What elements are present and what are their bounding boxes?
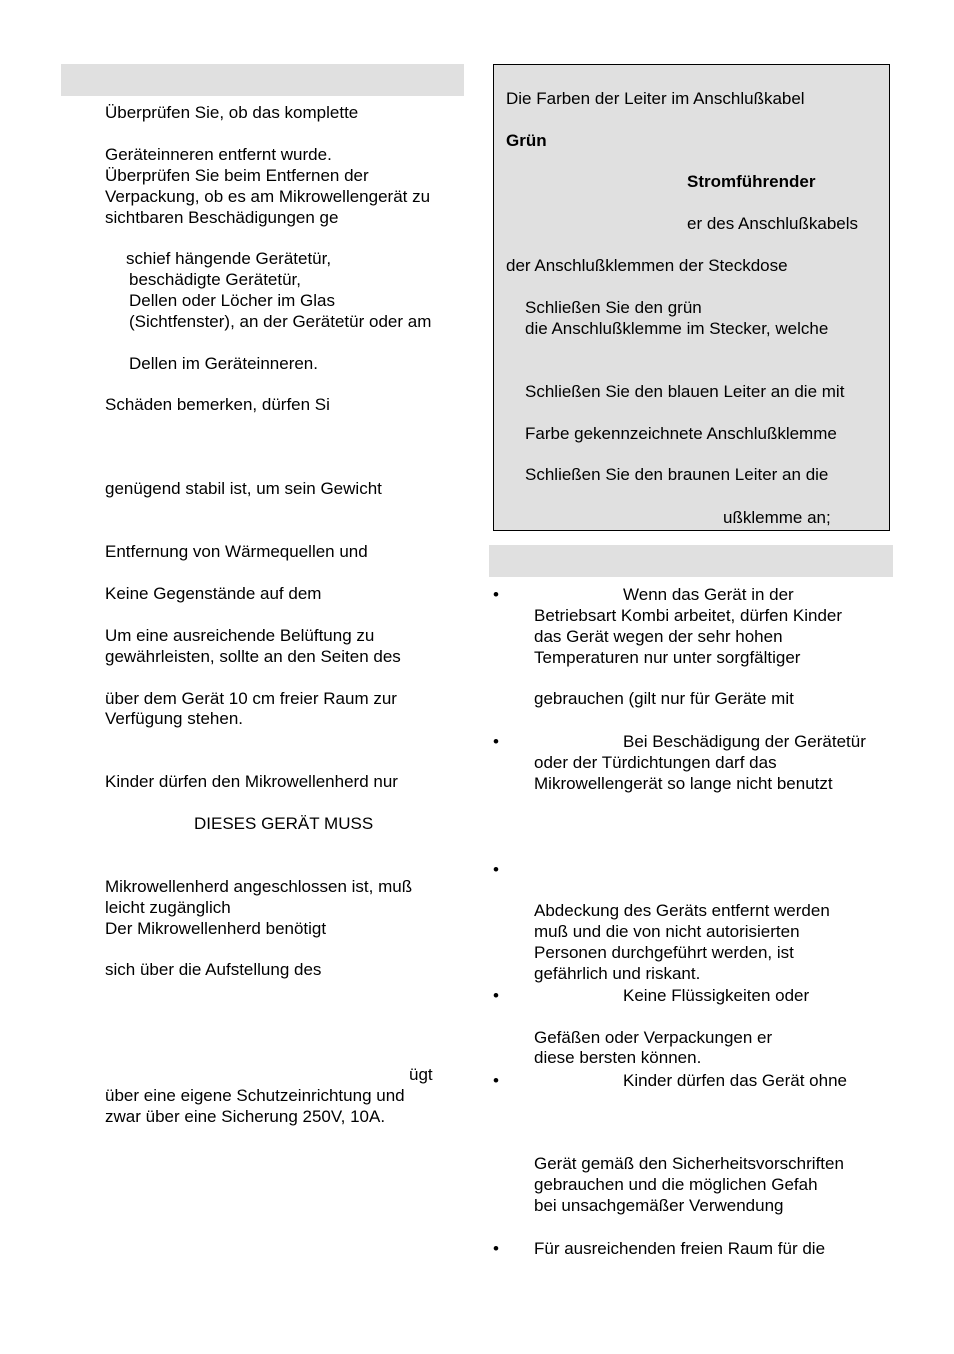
right-line: Gefäßen oder Verpackungen er <box>534 1028 773 1047</box>
left-line: Entfernung von Wärmequellen und <box>105 542 368 561</box>
right-line: Personen durchgeführt werden, ist <box>534 943 794 962</box>
left-line: Überprüfen Sie beim Entfernen der <box>105 166 369 185</box>
left-line: beschädigte Gerätetür, <box>129 270 302 289</box>
left-line: leicht zugänglich <box>105 898 231 917</box>
left-line: DIESES GERÄT MUSS <box>194 814 374 833</box>
box-line: der Anschlußklemmen der Steckdose <box>506 256 788 275</box>
right-line: gebrauchen und die möglichen Gefah <box>534 1175 818 1194</box>
right-line: Abdeckung des Geräts entfernt werden <box>534 901 830 920</box>
left-line: zwar über eine Sicherung 250V, 10A. <box>105 1107 386 1126</box>
left-line: ügt <box>409 1065 433 1084</box>
right-line: diese bersten können. <box>534 1048 702 1067</box>
right-line: das Gerät wegen der sehr hohen <box>534 627 783 646</box>
bullet-marker: • <box>493 860 499 879</box>
left-line: Keine Gegenstände auf dem <box>105 584 322 603</box>
box-line: Stromführender <box>687 172 816 191</box>
box-line: Schließen Sie den grün <box>525 298 702 317</box>
right-line: Betriebsart Kombi arbeitet, dürfen Kinder <box>534 606 843 625</box>
left-line: Dellen oder Löcher im Glas <box>129 291 335 310</box>
box-line: Schließen Sie den blauen Leiter an die mit <box>525 382 845 401</box>
left-line: sich über die Aufstellung des <box>105 960 322 979</box>
left-line: Verfügung stehen. <box>105 709 244 728</box>
right-line: Gerät gemäß den Sicherheitsvorschriften <box>534 1154 844 1173</box>
right-line: Für ausreichenden freien Raum für die <box>534 1239 826 1258</box>
left-line: Um eine ausreichende Belüftung zu <box>105 626 375 645</box>
right-line: Wenn das Gerät in der <box>623 585 794 604</box>
right-section-header-bar <box>489 545 893 577</box>
box-line: er des Anschlußkabels <box>687 214 859 233</box>
right-line: Keine Flüssigkeiten oder <box>623 986 810 1005</box>
left-line: Geräteinneren entfernt wurde. <box>105 145 332 164</box>
box-line: die Anschlußklemme im Stecker, welche <box>525 319 829 338</box>
left-line: Der Mikrowellenherd benötigt <box>105 919 327 938</box>
right-line: gefährlich und riskant. <box>534 964 701 983</box>
box-line: Die Farben der Leiter im Anschlußkabel <box>506 89 805 108</box>
left-line: Verpackung, ob es am Mikrowellengerät zu <box>105 187 431 206</box>
left-line: Kinder dürfen den Mikrowellenherd nur <box>105 772 398 791</box>
right-line: muß und die von nicht autorisierten <box>534 922 800 941</box>
left-line: über dem Gerät 10 cm freier Raum zur <box>105 689 397 708</box>
bullet-marker: • <box>493 732 499 751</box>
left-line: Überprüfen Sie, ob das komplette <box>105 103 359 122</box>
box-line: Farbe gekennzeichnete Anschlußklemme <box>525 424 837 443</box>
bullet-marker: • <box>493 585 499 604</box>
left-line: (Sichtfenster), an der Gerätetür oder am <box>129 312 432 331</box>
right-line: Temperaturen nur unter sorgfältiger <box>534 648 801 667</box>
left-section-header-bar <box>61 64 464 96</box>
left-line: Dellen im Geräteinneren. <box>129 354 318 373</box>
bullet-marker: • <box>493 1239 499 1258</box>
left-line: Mikrowellenherd angeschlossen ist, muß <box>105 877 413 896</box>
right-line: Kinder dürfen das Gerät ohne <box>623 1071 847 1090</box>
left-line: schief hängende Gerätetür, <box>126 249 332 268</box>
left-line: über eine eigene Schutzeinrichtung und <box>105 1086 405 1105</box>
box-line: Grün <box>506 131 547 150</box>
left-line: Schäden bemerken, dürfen Si <box>105 395 330 414</box>
right-line: gebrauchen (gilt nur für Geräte mit <box>534 689 794 708</box>
left-line: genügend stabil ist, um sein Gewicht <box>105 479 382 498</box>
right-line: bei unsachgemäßer Verwendung <box>534 1196 784 1215</box>
right-line: oder der Türdichtungen darf das <box>534 753 777 772</box>
bullet-marker: • <box>493 986 499 1005</box>
right-line: Bei Beschädigung der Gerätetür <box>623 732 866 751</box>
bullet-marker: • <box>493 1071 499 1090</box>
left-line: sichtbaren Beschädigungen ge <box>105 208 339 227</box>
left-line: gewährleisten, sollte an den Seiten des <box>105 647 401 666</box>
right-line: Mikrowellengerät so lange nicht benutzt <box>534 774 833 793</box>
box-line: Schließen Sie den braunen Leiter an die <box>525 465 829 484</box>
box-line: ußklemme an; <box>723 508 831 527</box>
